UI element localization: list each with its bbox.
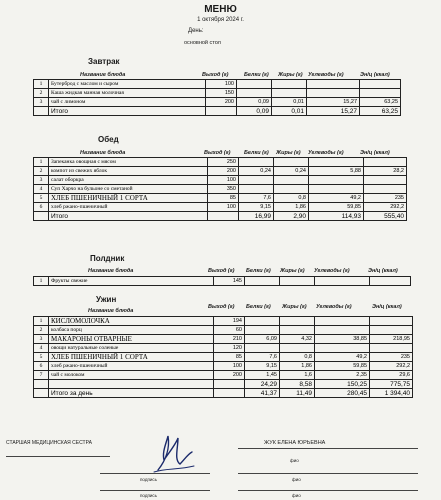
page-title: МЕНЮ [204,4,237,15]
col-carbs-header: Углеводы (г) [316,304,352,310]
signature-line [100,473,210,474]
table-row: 4 овощи натуральные соленые 120 [34,344,413,353]
col-energy-header: Эн/ц (ккал) [360,72,390,78]
col-fat-header: Жиры (г) [280,268,305,274]
day-label: День: [188,28,204,34]
col-carbs-header: Углеводы (г) [308,150,344,156]
table-row: 7 чай с молоком 200 1,45 1,6 2,35 29,6 [34,371,413,380]
col-yield-header: Выход (г) [208,268,235,274]
sign-label: подпись [140,477,158,482]
table-row: 2 колбаса порц 60 [34,326,413,335]
col-protein-header: Белки (г) [246,304,271,310]
col-energy-header: Эн/ц (ккал) [360,150,390,156]
table-row: 1 Бутерброд с маслом и сыром 100 [34,80,401,89]
breakfast-title: Завтрак [88,57,120,66]
lunch-total-row: Итого 16,99 2,90 114,93 555,40 [34,212,407,221]
signature-line [100,490,210,491]
col-protein-header: Белки (г) [246,268,271,274]
table-row: 4 Суп Харчо на бульоне со сметаной 350 [34,185,407,194]
table-row: 5 ХЛЕБ ПШЕНИЧНЫЙ 1 СОРТА 85 7,6 0,8 49,2 235 [34,194,407,203]
name-line [238,448,418,449]
table-row: 5 ХЛЕБ ПШЕНИЧНЫЙ 1 СОРТА 85 7,6 0,8 49,2 235 [34,353,413,362]
col-yield-header: Выход (г) [204,150,231,156]
col-dish-header: Название блюда [88,268,134,274]
col-energy-header: Эн/ц (ккал) [372,304,402,310]
col-yield-header: Выход (г) [208,304,235,310]
breakfast-table [33,79,401,116]
col-dish-header: Название блюда [80,150,126,156]
col-fat-header: Жиры (г) [282,304,307,310]
dinner-total-row: 24,29 8,58 150,25 775,75 [34,380,413,389]
fio-label: фио [292,477,301,482]
breakfast-total-row: Итого 0,09 0,01 15,27 63,25 [34,107,401,116]
table-row: 1 КИСЛОМОЛОЧКА 194 [34,317,413,326]
snack-table [33,276,411,286]
name-line [238,473,418,474]
lunch-table [33,157,407,221]
sign-label: подпись [140,493,158,498]
nurse-name: ЖУК ЕЛЕНА ЮРЬЕВНА [264,440,326,446]
table-row: 3 чай с лимоном 200 0,09 0,01 15,27 63,25 [34,98,401,107]
signature-line [6,456,110,457]
nurse-role: СТАРШАЯ МЕДИЦИНСКАЯ СЕСТРА [6,440,92,446]
col-dish-header: Название блюда [80,72,126,78]
col-dish-header: Название блюда [88,308,134,314]
col-energy-header: Эн/ц (ккал) [368,268,398,274]
table-row: 6 хлеб ржано-пшеничный 100 9,15 1,86 59,85 292,2 [34,203,407,212]
col-carbs-header: Углеводы (г) [308,72,344,78]
snack-title: Полдник [90,254,125,263]
lunch-title: Обед [98,135,119,144]
table-row: 1 Запеканка овощная с мясом 250 [34,158,407,167]
table-row: 2 компот из свежих яблок 200 0,24 0,24 5,88 28,2 [34,167,407,176]
table-row: 3 МАКАРОНЫ ОТВАРНЫЕ 210 6,09 4,32 38,85 218,95 [34,335,413,344]
dinner-table [33,316,413,398]
fio-label: фио [290,458,299,463]
name-line [238,490,418,491]
fio-label: фио [292,493,301,498]
handwritten-signature [148,430,198,476]
col-fat-header: Жиры (г) [278,72,303,78]
col-protein-header: Белки (г) [244,150,269,156]
col-fat-header: Жиры (г) [276,150,301,156]
table-row: 6 хлеб ржано-пшеничный 100 9,15 1,86 59,85 292,2 [34,362,413,371]
table-row: 1 Фрукты свежие 145 [34,277,411,286]
day-total-row: Итого за день 41,37 11,49 280,45 1 394,40 [34,389,413,398]
col-yield-header: Выход (г) [202,72,229,78]
col-protein-header: Белки (г) [244,72,269,78]
table-row: 3 салат оборкра 100 [34,176,407,185]
menu-date: 1 октября 2024 г. [197,17,244,23]
dinner-title: Ужин [96,295,117,304]
table-row: 2 Каша жидкая манная молочная 150 [34,89,401,98]
col-carbs-header: Углеводы (г) [314,268,350,274]
menu-type: основной стол [184,40,221,46]
